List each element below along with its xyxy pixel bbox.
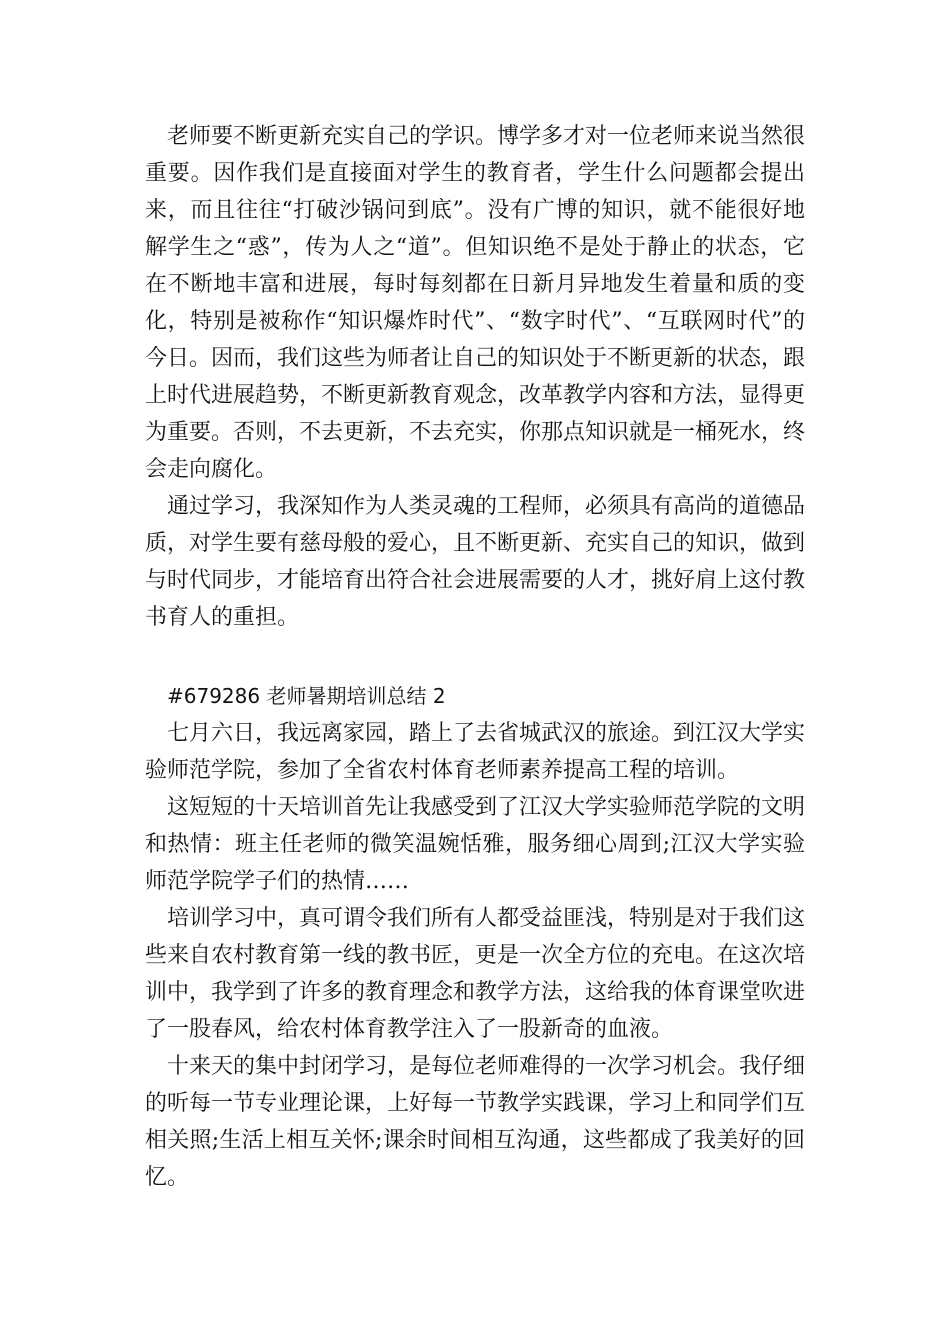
- paragraph-knowledge-renewal: 老师要不断更新充实自己的学识。博学多才对一位老师来说当然很重要。因作我们是直接面对学生的教育者，学生什么问题都会提出来，而且往往“打破沙锅问到底”。没有广博的知识，就不能很好地解学生之“惑”，传为人之“道”。但知识绝不是处于静止的状态，它在不断地丰富和进展，每时每刻都在日新月异地发生着量和质的变化，特别是被称作“知识爆炸时代”、“数字时代”、“互联网时代”的今日。因而，我们这些为师者让自己的知识处于不断更新的状态，跟上时代进展趋势，不断更新教育观念，改革教学内容和方法，显得更为重要。否则，不去更新，不去充实，你那点知识就是一桶死水，终会走向腐化。: [145, 124, 806, 482]
- paragraph-journey: 七月六日，我远离家园，踏上了去省城武汉的旅途。到江汉大学实验师范学院，参加了全省农村体育老师素养提高工程的培训。: [145, 721, 806, 783]
- section-spacer: [145, 636, 805, 678]
- paragraph-teacher-ethics: 通过学习，我深知作为人类灵魂的工程师，必须具有高尚的道德品质，对学生要有慈母般的爱心，且不断更新、充实自己的知识，做到与时代同步，才能培育出符合社会进展需要的人才，挑好肩上这付教书育人的重担。: [145, 494, 806, 630]
- paragraph-training-gains: 培训学习中，真可谓令我们所有人都受益匪浅，特别是对于我们这些来自农村教育第一线的教书匠，更是一次全方位的充电。在这次培训中，我学到了许多的教育理念和教学方法，这给我的体育课堂吹进了一股春风，给农村体育教学注入了一股新奇的血液。: [145, 906, 806, 1042]
- paragraph-closed-study: 十来天的集中封闭学习，是每位老师难得的一次学习机会。我仔细的听每一节专业理论课，上好每一节教学实践课，学习上和同学们互相关照;生活上相互关怀;课余时间相互沟通，这些都成了我美好的回忆。: [145, 1054, 806, 1190]
- document-body: [145, 118, 805, 1196]
- section-heading: #679286 老师暑期培训总结 2: [167, 684, 446, 708]
- paragraph-first-impression: 这短短的十天培训首先让我感受到了江汉大学实验师范学院的文明和热情：班主任老师的微笑温婉恬雅，服务细心周到;江汉大学实验师范学院学子们的热情……: [145, 795, 806, 894]
